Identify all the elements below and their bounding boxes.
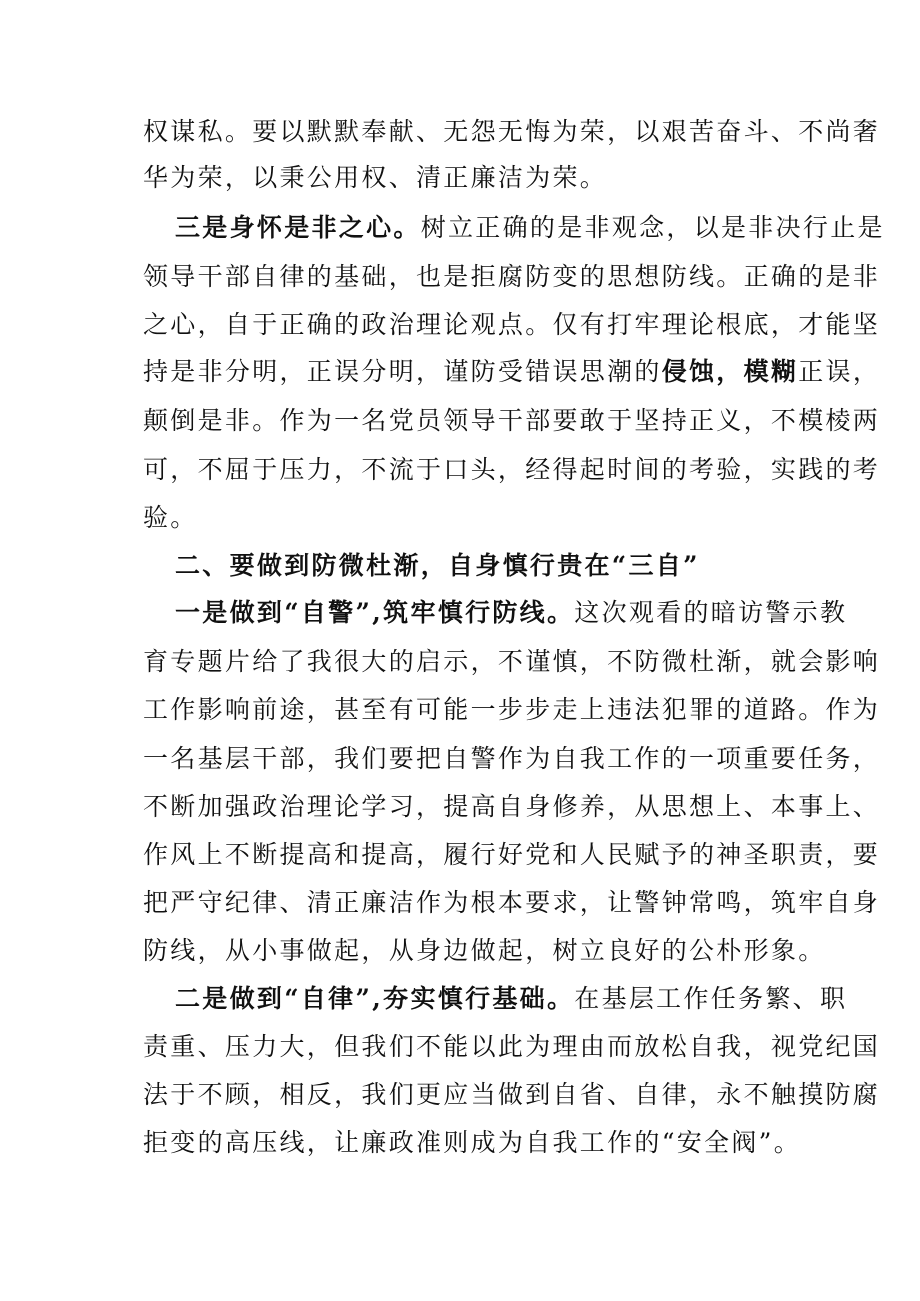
paragraph-3-line-1 [175, 598, 848, 628]
paragraph-3-line-3: 工作影响前途，甚至有可能一步步走上违法犯罪的道路。作为 [143, 695, 881, 724]
section-heading-2: 二、要做到防微杜渐，自身慎行贵在“三自” [175, 551, 700, 580]
paragraph-3-line-2: 育专题片给了我很大的启示，不谨慎，不防微杜渐，就会影响 [143, 647, 881, 676]
bold-term-2: 模糊 [743, 357, 799, 386]
paragraph-4-line-2: 责重、压力大，但我们不能以此为理由而放松自我，视党纪国 [143, 1032, 881, 1061]
paragraph-2-line-1 [175, 213, 885, 243]
paragraph-3-lead: 一是做到“自警”,筑牢慎行防线。 [175, 598, 575, 627]
paragraph-3-line-6: 作风上不断提高和提高，履行好党和人民赋予的神圣职责，要 [143, 840, 881, 869]
paragraph-1-line-1: 权谋私。要以默默奉献、无怨无悔为荣，以艰苦奋斗、不尚奢 [143, 117, 881, 146]
paragraph-2-lead: 三是身怀是非之心。 [175, 213, 421, 242]
paragraph-4-line-4: 拒变的高压线，让廉政准则成为自我工作的“安全阀”。 [143, 1128, 802, 1157]
paragraph-2-line-2: 领导干部自律的基础，也是拒腐防变的思想防线。正确的是非 [143, 262, 881, 291]
paragraph-2-line-4 [143, 357, 881, 387]
paragraph-4-line-1 [175, 984, 848, 1014]
paragraph-1-line-2: 华为荣，以秉公用权、清正廉洁为荣。 [143, 163, 608, 192]
paragraph-2-line-7: 验。 [143, 503, 198, 532]
paragraph-4-line-3: 法于不顾，相反，我们更应当做到自省、自律，永不触摸防腐 [143, 1080, 881, 1109]
bold-term-1: 侵蚀， [661, 357, 744, 386]
paragraph-2-line-5: 颠倒是非。作为一名党员领导干部要敢于坚持正义，不模棱两 [143, 406, 881, 435]
paragraph-4-lead: 二是做到“自律”,夯实慎行基础。 [175, 984, 575, 1013]
paragraph-2-line-1-text: 树立正确的是非观念，以是非决行止是 [420, 213, 885, 242]
paragraph-2-line-6: 可，不屈于压力，不流于口头，经得起时间的考验，实践的考 [143, 455, 881, 484]
paragraph-2-line-4-text: 持是非分明，正误分明，谨防受错误思潮的 [143, 357, 662, 386]
paragraph-2-line-4-end: 正误， [798, 357, 881, 386]
paragraph-2-line-3: 之心，自于正确的政治理论观点。仅有打牢理论根底，才能坚 [143, 310, 881, 339]
paragraph-3-line-8: 防线，从小事做起，从身边做起，树立良好的公朴形象。 [143, 936, 826, 965]
paragraph-3-line-1-text: 这次观看的暗访警示教 [574, 598, 848, 627]
paragraph-3-line-7: 把严守纪律、清正廉洁作为根本要求，让警钟常鸣，筑牢自身 [143, 888, 881, 917]
paragraph-4-line-1-text: 在基层工作任务繁、职 [574, 984, 848, 1013]
paragraph-3-line-5: 不断加强政治理论学习，提高自身修养，从思想上、本事上、 [143, 792, 881, 821]
paragraph-3-line-4: 一名基层干部，我们要把自警作为自我工作的一项重要任务， [143, 744, 881, 773]
